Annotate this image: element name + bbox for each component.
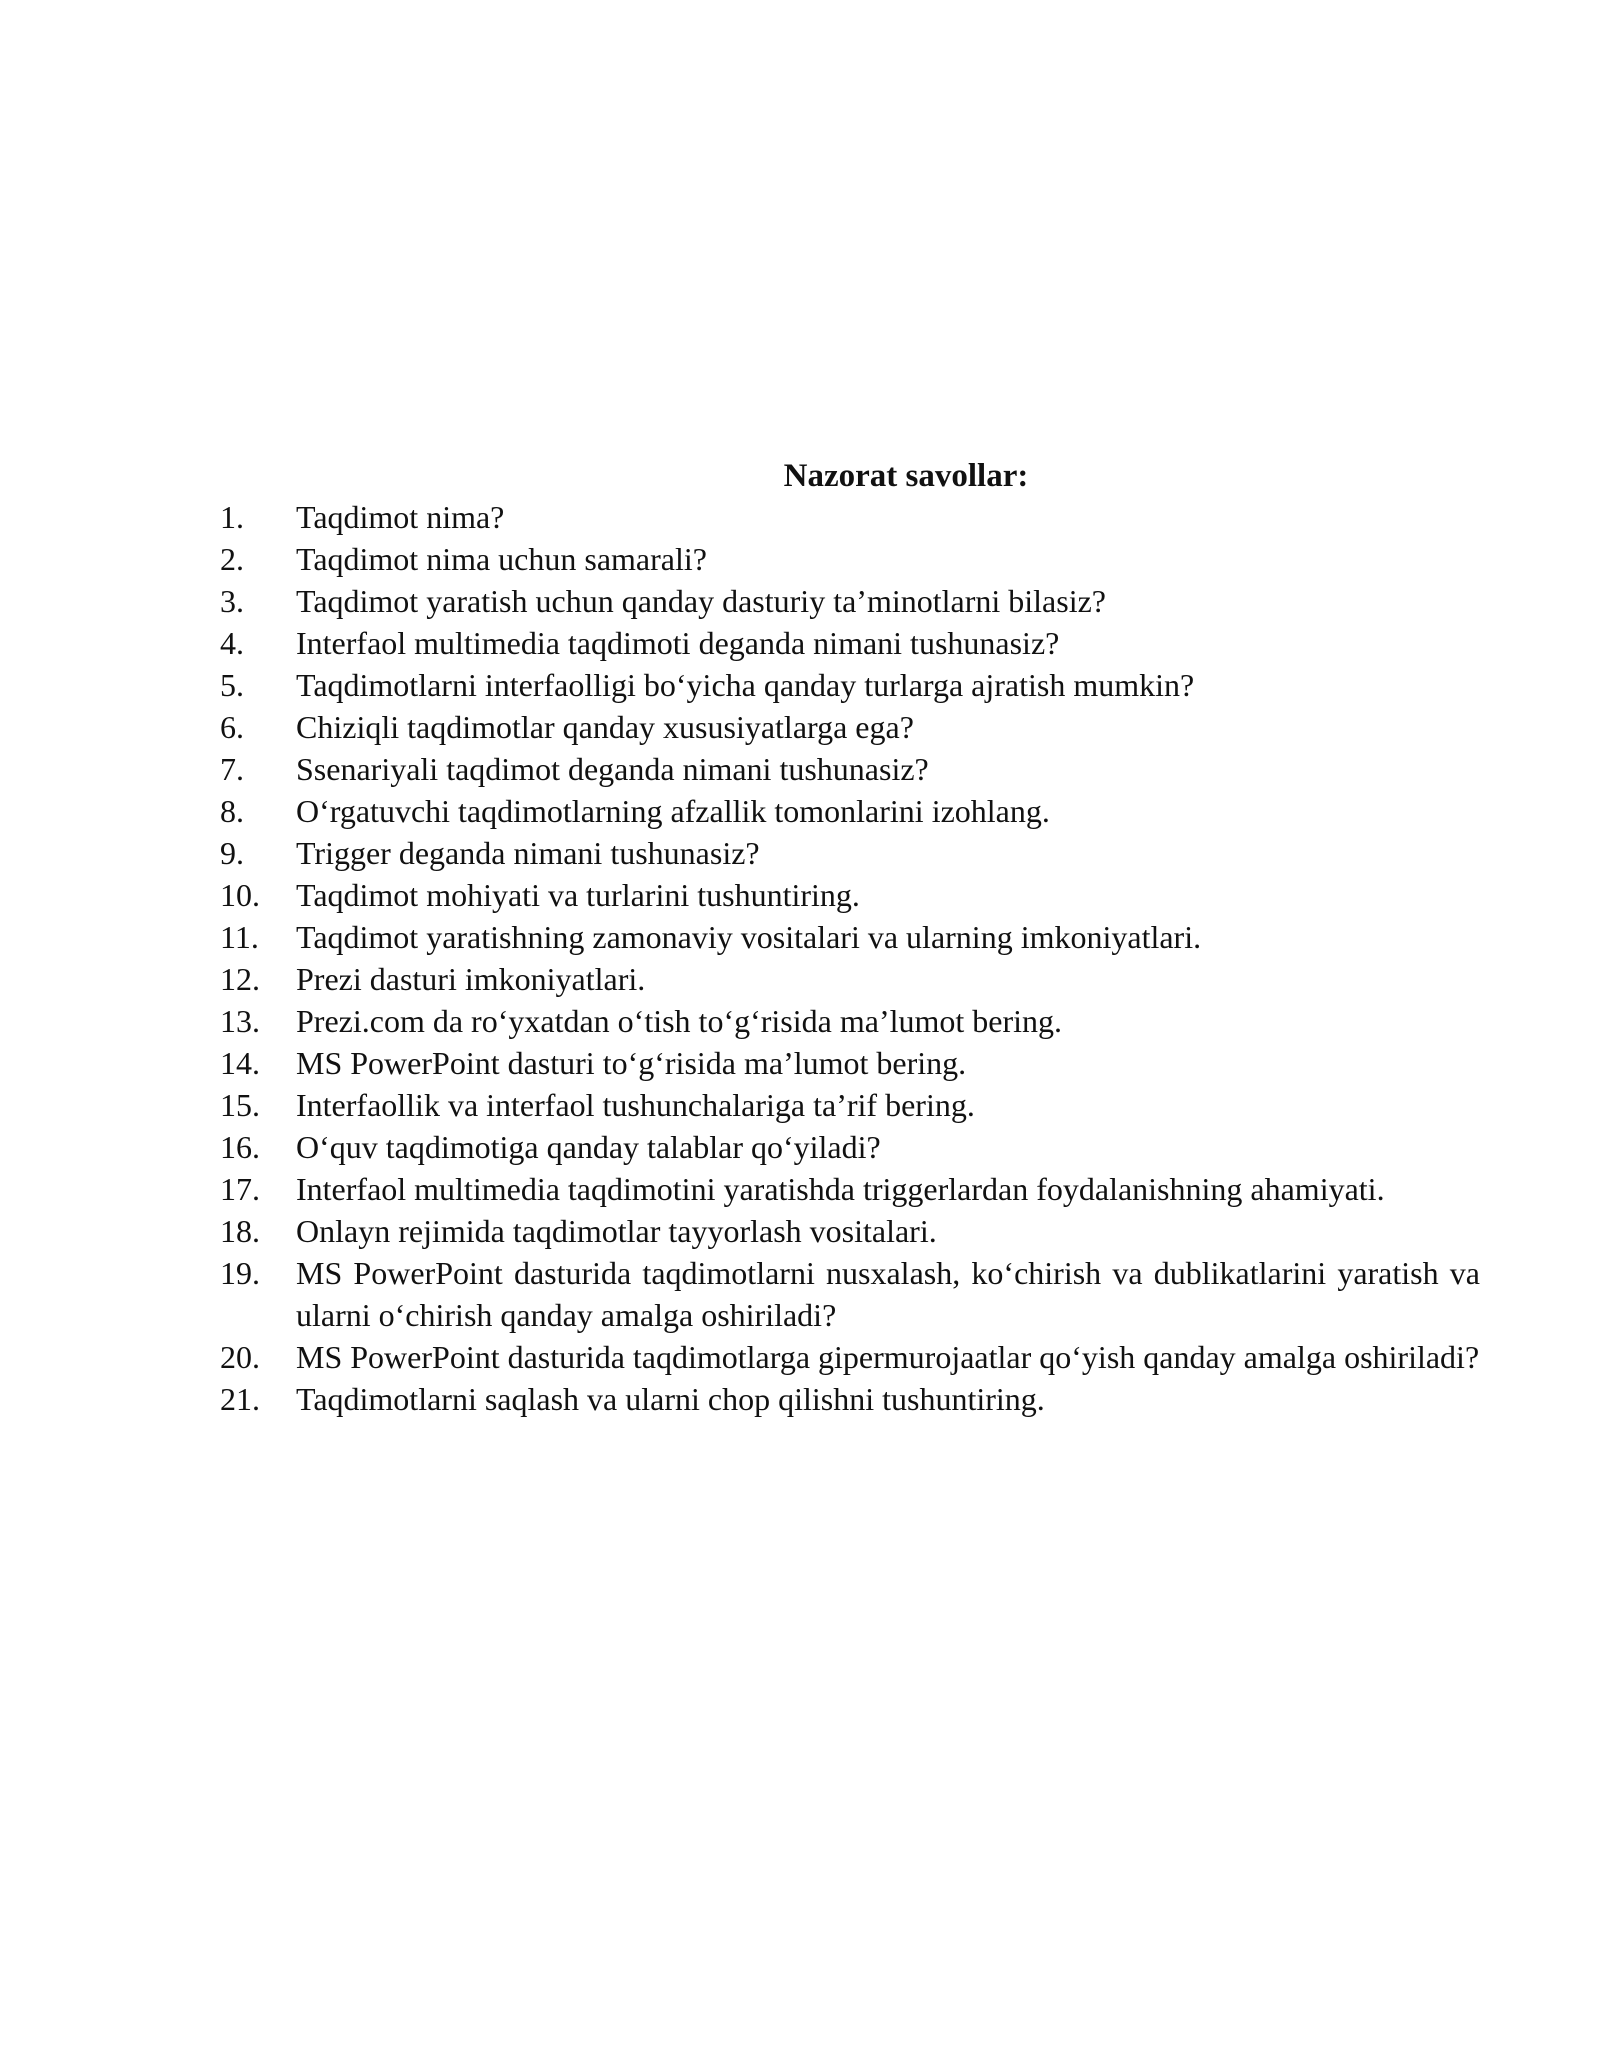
- question-text: Taqdimot nima?: [296, 499, 505, 535]
- question-item: [220, 664, 1480, 706]
- question-number: 17.: [220, 1171, 260, 1207]
- question-text: Onlayn rejimida taqdimotlar tayyorlash vositalari.: [296, 1213, 937, 1249]
- question-text: Chiziqli taqdimotlar qanday xususiyatlarga ega?: [296, 709, 914, 745]
- question-number: 12.: [220, 961, 260, 997]
- question-item: [220, 622, 1480, 664]
- question-text: Trigger deganda nimani tushunasiz?: [296, 835, 760, 871]
- question-number: 20.: [220, 1339, 260, 1375]
- question-number: 11.: [220, 919, 259, 955]
- question-text: O‘rgatuvchi taqdimotlarning afzallik tomonlarini izohlang.: [296, 793, 1050, 829]
- question-text: Taqdimot nima uchun samarali?: [296, 541, 707, 577]
- question-item: [220, 496, 1480, 538]
- question-number: 13.: [220, 1003, 260, 1039]
- question-text: Prezi.com da ro‘yxatdan o‘tish to‘g‘risida ma’lumot bering.: [296, 1003, 1063, 1039]
- question-text: Interfaol multimedia taqdimotini yaratishda triggerlardan foydalanishning ahamiyati.: [296, 1171, 1385, 1207]
- question-text: O‘quv taqdimotiga qanday talablar qo‘yiladi?: [296, 1129, 881, 1165]
- question-number: 3.: [220, 583, 244, 619]
- question-number: 5.: [220, 667, 244, 703]
- question-number: 8.: [220, 793, 244, 829]
- question-number: 21.: [220, 1381, 260, 1417]
- question-text: Interfaol multimedia taqdimoti deganda nimani tushunasiz?: [296, 625, 1060, 661]
- question-text: MS PowerPoint dasturida taqdimotlarga gipermurojaatlar qo‘yish qanday amalga oshiriladi?: [296, 1339, 1480, 1375]
- question-item: [220, 580, 1480, 622]
- question-item: [220, 958, 1480, 1000]
- question-number: 15.: [220, 1087, 260, 1123]
- question-item: [220, 1084, 1480, 1126]
- question-item: [220, 1042, 1480, 1084]
- question-item: [220, 1000, 1480, 1042]
- question-item: [220, 706, 1480, 748]
- question-text: Taqdimotlarni interfaolligi bo‘yicha qanday turlarga ajratish mumkin?: [296, 667, 1195, 703]
- question-text: Interfaollik va interfaol tushunchalariga ta’rif bering.: [296, 1087, 975, 1123]
- question-text: Taqdimot mohiyati va turlarini tushuntiring.: [296, 877, 860, 913]
- question-number: 6.: [220, 709, 244, 745]
- question-item: [220, 790, 1480, 832]
- question-number: 18.: [220, 1213, 260, 1249]
- question-item: [220, 1126, 1480, 1168]
- question-list: [220, 496, 1480, 1420]
- question-number: 19.: [220, 1255, 260, 1291]
- question-item: [220, 1336, 1480, 1378]
- question-text: MS PowerPoint dasturi to‘g‘risida ma’lumot bering.: [296, 1045, 967, 1081]
- page-heading: Nazorat savollar:: [783, 458, 1029, 494]
- question-number: 1.: [220, 499, 244, 535]
- question-item: [220, 1252, 1480, 1336]
- question-item: [220, 1168, 1480, 1210]
- question-item: [220, 916, 1480, 958]
- question-number: 7.: [220, 751, 244, 787]
- question-number: 9.: [220, 835, 244, 871]
- question-number: 4.: [220, 625, 244, 661]
- question-item: [220, 748, 1480, 790]
- question-number: 10.: [220, 877, 260, 913]
- question-text: Taqdimotlarni saqlash va ularni chop qilishni tushuntiring.: [296, 1381, 1045, 1417]
- question-item: [220, 832, 1480, 874]
- question-item: [220, 538, 1480, 580]
- question-number: 16.: [220, 1129, 260, 1165]
- question-text: Taqdimot yaratish uchun qanday dasturiy ta’minotlarni bilasiz?: [296, 583, 1106, 619]
- question-text: Ssenariyali taqdimot deganda nimani tushunasiz?: [296, 751, 929, 787]
- question-text: Taqdimot yaratishning zamonaviy vositalari va ularning imkoniyatlari.: [296, 919, 1202, 955]
- question-item: [220, 1210, 1480, 1252]
- question-item: [220, 874, 1480, 916]
- question-item: [220, 1378, 1480, 1420]
- question-number: 2.: [220, 541, 244, 577]
- question-text: MS PowerPoint dasturida taqdimotlarni nusxalash, ko‘chirish va dublikatlarini yaratish va ularni o‘chirish qanday amalga oshiriladi?: [296, 1255, 1480, 1333]
- question-number: 14.: [220, 1045, 260, 1081]
- question-text: Prezi dasturi imkoniyatlari.: [296, 961, 646, 997]
